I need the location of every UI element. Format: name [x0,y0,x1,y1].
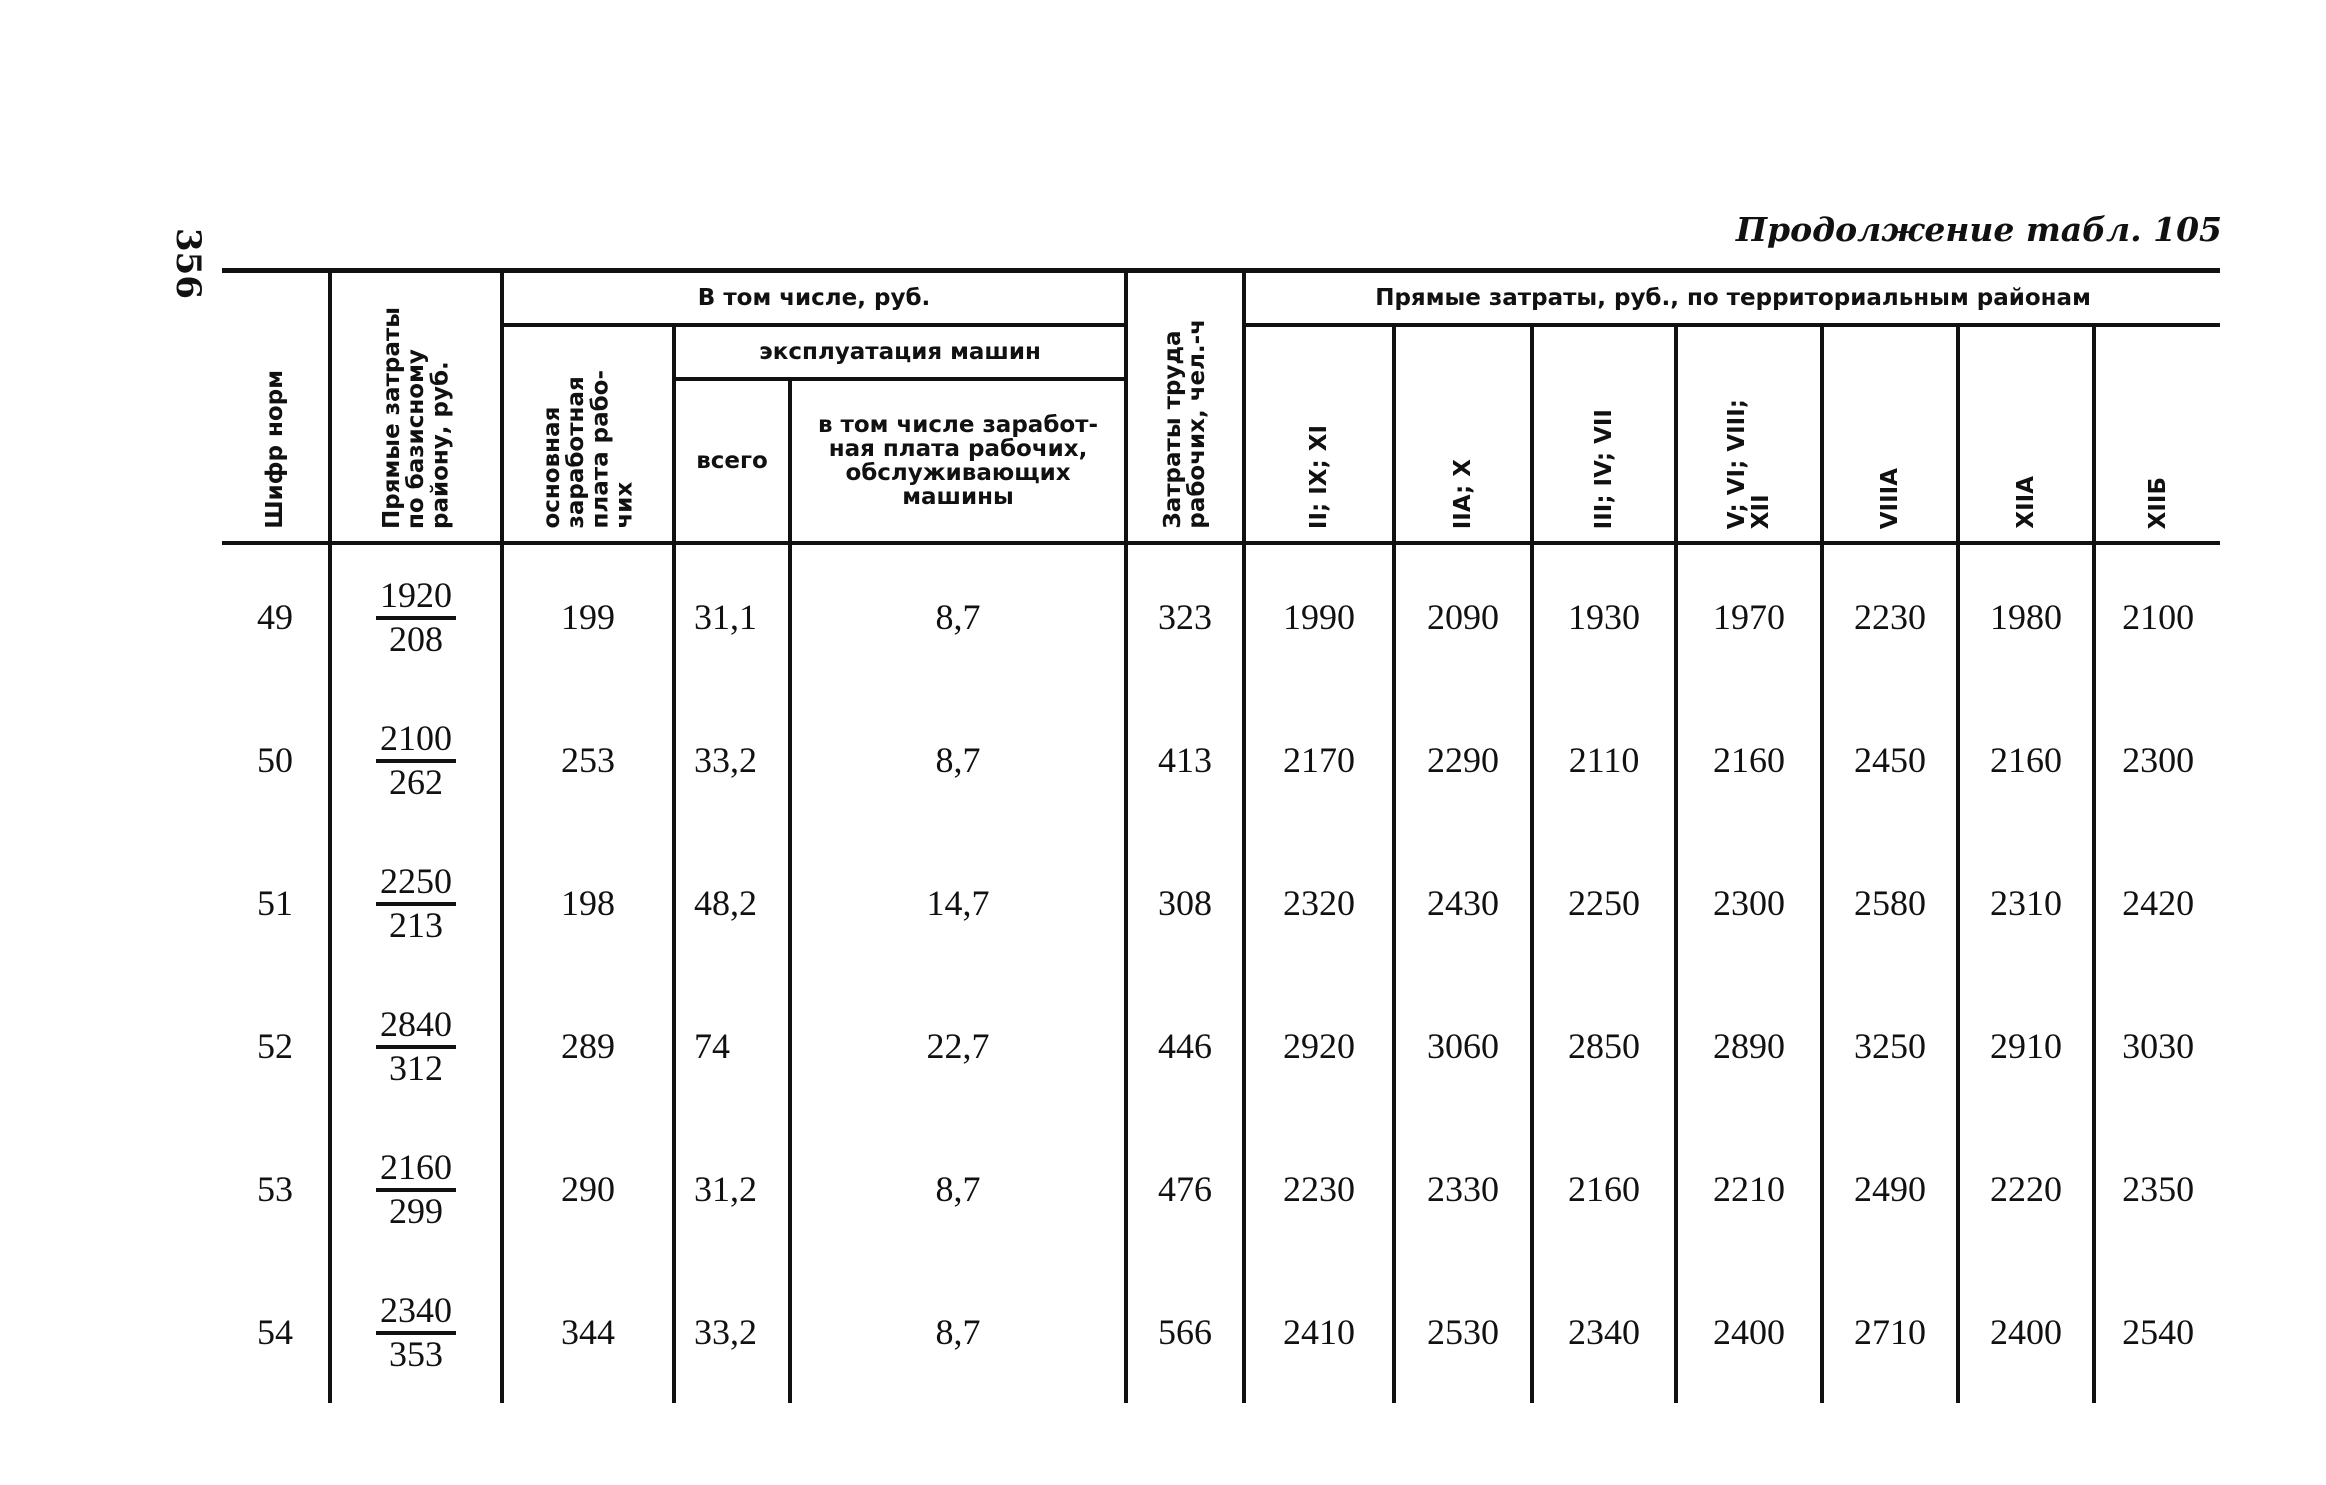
cell-direct-base [330,688,502,831]
header-including: В том числе, руб. [502,271,1126,326]
cell-labor: 476 [1126,1117,1244,1260]
cell-region-1: 2920 [1244,974,1394,1117]
cell-code: 51 [257,882,293,923]
cell-basic-wage: 290 [502,1117,674,1260]
header-basic-wage: основная заработная плата рабо- чих [502,325,674,543]
cell-machines-total: 74 [674,974,790,1117]
cell-region-3: 2850 [1532,974,1676,1117]
cell-region-2: 2330 [1394,1117,1532,1260]
table-row [222,974,2220,1117]
table-row [222,1117,2220,1260]
table-row [222,1260,2220,1403]
cell-region-6: 2310 [1958,831,2094,974]
cell-basic-wage: 199 [502,543,674,688]
cell-direct-base [330,1260,502,1403]
cell-region-3: 2110 [1532,688,1676,831]
fraction [376,862,456,945]
cell-region-5: 2490 [1822,1117,1958,1260]
fraction-denominator: 299 [389,1190,443,1231]
header-labor: Затраты труда рабочих, чел.-ч [1126,271,1244,544]
cell-machines-wage: 8,7 [790,688,1126,831]
header-region-5: VIIIA [1822,325,1958,543]
fraction-numerator: 2100 [376,719,456,763]
cell-direct-base [330,831,502,974]
page-number: 356 [168,228,208,299]
fraction [376,1291,456,1374]
cell-region-7: 2540 [2094,1260,2220,1403]
fraction [376,1148,456,1231]
header-machines-total: всего [674,379,790,543]
cell-direct-base [330,543,502,688]
cell-labor: 413 [1126,688,1244,831]
cell-region-4: 2300 [1676,831,1822,974]
fraction-denominator: 312 [389,1047,443,1088]
header-region-3: III; IV; VII [1532,325,1676,543]
cell-region-5: 2450 [1822,688,1958,831]
cell-region-3: 1930 [1532,543,1676,688]
fraction-numerator: 2250 [376,862,456,906]
cell-region-6: 2910 [1958,974,2094,1117]
fraction-denominator: 262 [389,761,443,802]
cell-machines-wage: 14,7 [790,831,1126,974]
header-region-2: IIA; X [1394,325,1532,543]
header-direct-base: Прямые затраты по базисному району, руб. [330,271,502,544]
cell-machines-wage: 22,7 [790,974,1126,1117]
cell-region-5: 2580 [1822,831,1958,974]
fraction-denominator: 208 [389,618,443,659]
cell-machines-wage: 8,7 [790,543,1126,688]
cell-direct-base [330,1117,502,1260]
cell-region-6: 1980 [1958,543,2094,688]
cell-region-6: 2160 [1958,688,2094,831]
fraction [376,576,456,659]
cell-region-1: 2230 [1244,1117,1394,1260]
cell-machines-total: 31,2 [674,1117,790,1260]
cell-region-4: 1970 [1676,543,1822,688]
fraction [376,719,456,802]
cell-region-7: 2420 [2094,831,2220,974]
cell-region-4: 2400 [1676,1260,1822,1403]
cell-machines-total: 48,2 [674,831,790,974]
table-row [222,831,2220,974]
cell-region-5: 2710 [1822,1260,1958,1403]
cell-basic-wage: 253 [502,688,674,831]
fraction-denominator: 213 [389,904,443,945]
header-machines-wage: в том числе заработ- ная плата рабочих, обслуживающих машины [790,379,1126,543]
fraction-numerator: 2840 [376,1005,456,1049]
header-region-1: II; IX; XI [1244,325,1394,543]
cell-region-6: 2400 [1958,1260,2094,1403]
cell-region-5: 3250 [1822,974,1958,1117]
table-caption: Продолжение табл. 105 [1735,210,2222,249]
cell-code: 49 [257,596,293,637]
cell-code: 50 [257,739,293,780]
cell-region-1: 2320 [1244,831,1394,974]
cell-region-4: 2210 [1676,1117,1822,1260]
cell-machines-total: 33,2 [674,688,790,831]
cell-basic-wage: 289 [502,974,674,1117]
table-row [222,688,2220,831]
cell-region-3: 2160 [1532,1117,1676,1260]
cell-region-1: 2170 [1244,688,1394,831]
header-machine-operation: эксплуатация машин [674,325,1126,379]
cell-region-3: 2250 [1532,831,1676,974]
fraction-denominator: 353 [389,1333,443,1374]
fraction-numerator: 1920 [376,576,456,620]
cell-region-2: 2090 [1394,543,1532,688]
cell-basic-wage: 344 [502,1260,674,1403]
cell-region-4: 2160 [1676,688,1822,831]
cell-machines-wage: 8,7 [790,1117,1126,1260]
cell-code: 52 [257,1025,293,1066]
cell-labor: 323 [1126,543,1244,688]
cell-region-2: 2290 [1394,688,1532,831]
cell-direct-base [330,974,502,1117]
cell-region-7: 2300 [2094,688,2220,831]
cell-machines-total: 31,1 [674,543,790,688]
cell-region-5: 2230 [1822,543,1958,688]
cell-region-2: 2530 [1394,1260,1532,1403]
header-region-4: V; VI; VIII; XII [1676,325,1822,543]
table-body [222,543,2220,1403]
header-direct-by-region: Прямые затраты, руб., по территориальным районам [1244,271,2220,326]
cell-labor: 566 [1126,1260,1244,1403]
fraction [376,1005,456,1088]
cell-code: 53 [257,1168,293,1209]
cell-region-7: 2100 [2094,543,2220,688]
cost-table [222,268,2220,1403]
cell-labor: 308 [1126,831,1244,974]
cell-region-7: 2350 [2094,1117,2220,1260]
cell-region-2: 3060 [1394,974,1532,1117]
cell-region-7: 3030 [2094,974,2220,1117]
cell-region-1: 1990 [1244,543,1394,688]
cell-labor: 446 [1126,974,1244,1117]
header-code: Шифр норм [222,271,330,544]
cell-region-4: 2890 [1676,974,1822,1117]
cell-basic-wage: 198 [502,831,674,974]
cell-region-3: 2340 [1532,1260,1676,1403]
cell-machines-total: 33,2 [674,1260,790,1403]
cell-code: 54 [257,1311,293,1352]
fraction-numerator: 2340 [376,1291,456,1335]
cell-region-2: 2430 [1394,831,1532,974]
header-region-6: XIIA [1958,325,2094,543]
fraction-numerator: 2160 [376,1148,456,1192]
table-row [222,543,2220,688]
cell-region-1: 2410 [1244,1260,1394,1403]
cell-machines-wage: 8,7 [790,1260,1126,1403]
header-region-7: XIIБ [2094,325,2220,543]
cell-region-6: 2220 [1958,1117,2094,1260]
